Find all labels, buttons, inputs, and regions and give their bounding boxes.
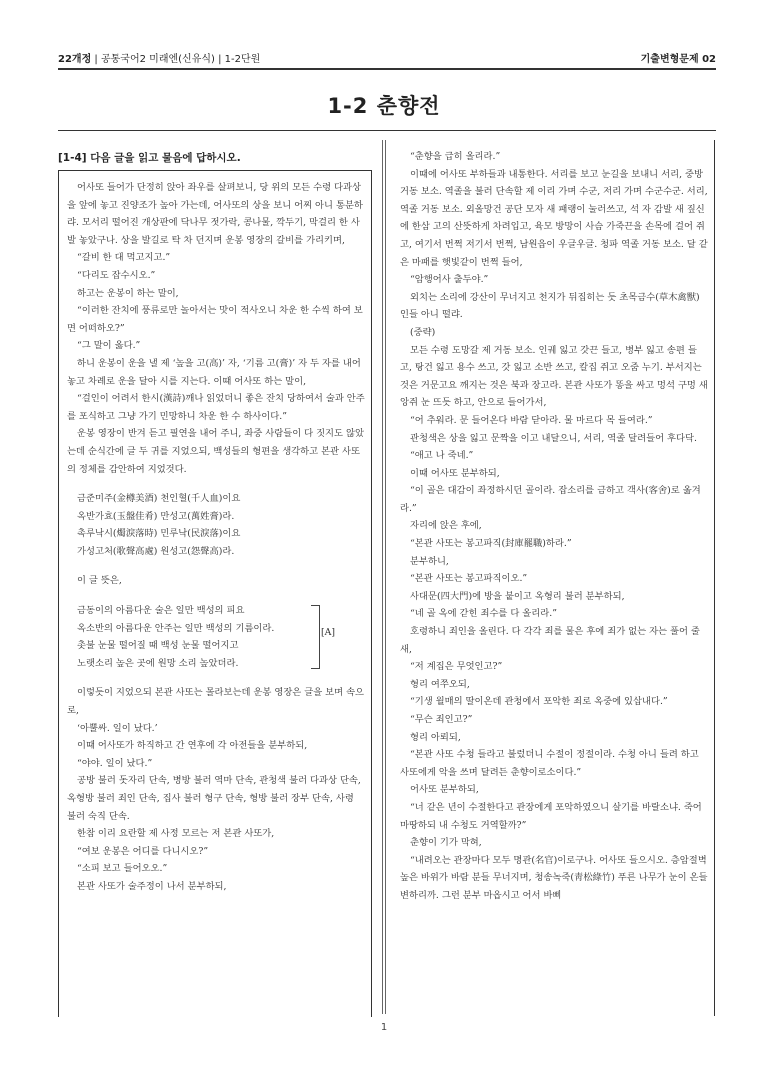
paragraph: “이 골은 대감이 좌정하시던 골이라. 잡소리를 금하고 객사(客舍)로 옮겨라.” <box>400 485 701 514</box>
paragraph: 분부하니, <box>410 555 449 567</box>
paragraph: “소피 보고 들어오오.” <box>77 863 168 875</box>
paragraph: “본관 사또 수청 들라고 불렀더니 수절이 정절이라. 수청 아니 들려 하고 사또에게 악을 쓰며 달려든 춘향이로소이다.” <box>400 749 699 778</box>
bracket-label: [A] <box>321 624 335 642</box>
poem-line: 금동이의 아름다운 술은 일만 백성의 피요 <box>77 605 245 617</box>
paragraph: 하니 운봉이 운을 낼 제 ‘높을 고(高)’ 자, ‘기름 고(膏)’ 자 두 자를 내어 놓고 차례로 운을 달아 시를 지는다. 이때 어사또 하는 말이, <box>67 357 361 387</box>
paragraph: “네 골 옥에 갇힌 죄수를 다 올리라.” <box>410 608 557 620</box>
paragraph: “춘향을 급히 올리라.” <box>410 151 501 162</box>
poem-line: 옥소반의 아름다운 안주는 일만 백성의 기름이라. <box>77 622 275 634</box>
paragraph: “무슨 죄인고?” <box>410 714 473 725</box>
paragraph: 이 글 뜻은, <box>77 575 122 587</box>
header-course: | 공통국어2 미래엔(신유식) | 1-2단원 <box>91 54 261 65</box>
paragraph: 춘향이 기가 막혀, <box>410 837 482 849</box>
paragraph: 이때 어사또 분부하되, <box>410 467 500 479</box>
paragraph: “다리도 잡수시오.” <box>77 269 156 281</box>
paragraph: “갈비 한 대 먹고지고.” <box>77 252 171 264</box>
header-left <box>58 50 260 65</box>
paragraph: 형리 여쭈오되, <box>410 678 470 690</box>
poem-line: 옥반가효(玉盤佳肴) 만성고(萬姓膏)라. <box>77 510 235 522</box>
paragraph: “본관 사또는 봉고파직(封庫罷職)하라.” <box>410 538 572 550</box>
question-instruction: [1-4] 다음 글을 읽고 물음에 답하시오. <box>58 152 241 164</box>
paragraph: 외치는 소리에 강산이 무너지고 천지가 뒤집히는 듯 초목금수(草木禽獸)인들 아니 떨랴. <box>400 291 700 321</box>
paragraph: 호령하니 죄인을 올린다. 다 각각 죄를 물은 후에 죄가 없는 자는 풀어 줄새, <box>400 626 700 655</box>
poem-line: 촛불 눈물 떨어질 때 백성 눈물 떨어지고 <box>77 640 239 652</box>
paragraph: “이러한 잔치에 풍류로만 놀아서는 맛이 적사오니 차운 한 수씩 하여 보면 어떠하오?” <box>67 305 363 334</box>
header-curriculum: 22개정 <box>58 54 92 65</box>
paragraph: 자리에 앉은 후에, <box>410 520 482 532</box>
paragraph: 모든 수령 도망갈 제 거동 보소. 인궤 잃고 갓끈 들고, 병부 잃고 송편 들고, 탕건 잃고 용수 쓰고, 갓 잃고 소반 쓰고, 칼집 쥐고 오줌 누기. 부서지는 것은 거문고요 깨지는 것은 북과 장고라. 본관 사또가 똥을 싸고 멍석 구멍 새앙쥐 눈 뜨듯 하고, 안으로 들어가서, <box>400 344 708 409</box>
passage-box-left <box>58 170 372 1017</box>
paragraph: 이렇듯이 지었으되 본관 사또는 몰라보는데 운봉 영장은 글을 보며 속으로, <box>67 687 365 717</box>
paragraph: 하고는 운봉이 하는 말이, <box>77 287 179 299</box>
paragraph: “내려오는 관장마다 모두 명관(名官)이로구나. 어사또 들으시오. 층암절벽 높은 바위가 바람 분들 무너지며, 청송녹죽(靑松綠竹) 푸른 나무가 눈이 온들 변하리까. 그런 분부 마옵시고 어서 바삐 <box>400 854 708 901</box>
paragraph: “그 말이 옳다.” <box>77 340 141 352</box>
column-divider <box>382 140 383 1014</box>
poem-line: 촉루낙시(燭淚落時) 민루낙(民淚落)이요 <box>77 528 241 540</box>
paragraph: 공방 불러 돗자리 단속, 병방 불러 역마 단속, 관청색 불러 다과상 단속, 옥형방 불러 죄인 단속, 집사 불러 형구 단속, 형방 불러 장부 단속, 사령 불러 숙직 단속. <box>67 775 361 822</box>
header-rule <box>58 68 716 70</box>
passage-box-right <box>394 140 715 1016</box>
paragraph: 본관 사또가 술주정이 나서 분부하되, <box>77 880 227 892</box>
paragraph: 이때에 어사또 부하들과 내통한다. 서리를 보고 눈길을 보내니 서리, 중방 거동 보소. 역졸을 불러 단속할 제 이리 가며 수군, 저리 가며 수군수군. 서리, 역졸 거동 보소. 외올망건 공단 모자 새 패랭이 눌러쓰고, 석 자 감발 새 짚신에 한삼 고의 산뜻하게 차려입고, 육모 방망이 사슴 가죽끈을 손목에 걸어 쥐고, 여기서 번쩍 저기서 번쩍, 남원읍이 우글우글. 청파 역졸 거동 보소. 달 같은 마패를 햇빛같이 번쩍 들어, <box>400 168 708 268</box>
passage-right <box>400 148 708 905</box>
paragraph: “기생 월매의 딸이온데 관청에서 포악한 죄로 옥중에 있삽내다.” <box>410 696 668 708</box>
paragraph: ‘아뿔싸. 일이 났다.’ <box>77 722 158 734</box>
hanshi-poem <box>67 490 365 560</box>
paragraph: 형리 아뢰되, <box>410 731 461 743</box>
paragraph: (중략) <box>410 326 436 338</box>
page-header <box>58 46 716 64</box>
column-divider <box>385 140 386 1014</box>
poem-line: 금준미주(金樽美酒) 천인혈(千人血)이요 <box>77 493 241 505</box>
paragraph: 어사또 들어가 단정히 앉아 좌우를 살펴보니, 당 위의 모든 수령 다과상을 앞에 놓고 진양조가 높아 가는데, 어사또의 상을 보니 어찌 아니 통분하랴. 모서리 떨어진 개상판에 닥나무 젓가락, 콩나물, 깍두기, 막걸리 한 사발 놓았구나. 상을 발길로 탁 차 던지며 운봉 영장의 갈비를 가리키며, <box>67 182 363 246</box>
bracket-a <box>311 605 320 669</box>
poem-line: 가성고처(歌聲高處) 원성고(怨聲高)라. <box>77 545 235 557</box>
page-title: 1-2 춘향전 <box>327 94 441 118</box>
paragraph: “걸인이 어려서 한시(漢詩)깨나 읽었더니 좋은 잔치 당하여서 술과 안주를 포식하고 그냥 가기 민망하니 차운 한 수 하사이다.” <box>67 393 365 422</box>
paragraph: 관청색은 상을 잃고 문짝을 이고 내달으니, 서리, 역졸 달려들어 후다닥. <box>410 432 697 444</box>
passage-left <box>67 179 365 896</box>
paragraph: 한참 이리 요란할 제 사정 모르는 저 본관 사또가, <box>77 828 275 840</box>
paragraph: 사대문(四大門)에 방을 붙이고 옥형리 불러 분부하되, <box>410 590 625 602</box>
paragraph: “본관 사또는 봉고파직이오.” <box>410 573 528 585</box>
paragraph: “애고 나 죽네.” <box>410 450 474 462</box>
paragraph: “너 같은 년이 수절한다고 관장에게 포악하였으니 살기를 바랄소냐. 죽어 마땅하되 내 수청도 거역할까?” <box>400 801 702 831</box>
title-rule <box>58 130 716 131</box>
poem-line: 노랫소리 높은 곳에 원망 소리 높았더라. <box>77 657 239 669</box>
paragraph: “암행어사 출두야.” <box>410 274 489 286</box>
paragraph: “여보 운봉은 어디를 다니시오?” <box>77 845 209 857</box>
paragraph: “야야. 일이 났다.” <box>77 757 153 769</box>
header-right: 기출변형문제 02 <box>640 54 716 65</box>
paragraph: 이때 어사또가 하직하고 간 연후에 각 아전들을 분부하되, <box>77 740 308 752</box>
poem-translation-block <box>67 602 365 672</box>
paragraph: “저 계집은 무엇인고?” <box>410 661 503 673</box>
page-number: 1 <box>380 1022 388 1033</box>
paragraph: 어사또 분부하되, <box>410 784 479 796</box>
paragraph: “어 추워라. 문 들어온다 바람 닫아라. 물 마르다 목 들여라.” <box>410 414 653 426</box>
paragraph: 운봉 영장이 반겨 듣고 필연을 내어 주니, 좌중 사람들이 다 짓지도 않았는데 순식간에 글 두 귀를 지었으되, 백성들의 형편을 생각하고 본관 사또의 정체를 감안하여 지었것다. <box>67 428 364 475</box>
